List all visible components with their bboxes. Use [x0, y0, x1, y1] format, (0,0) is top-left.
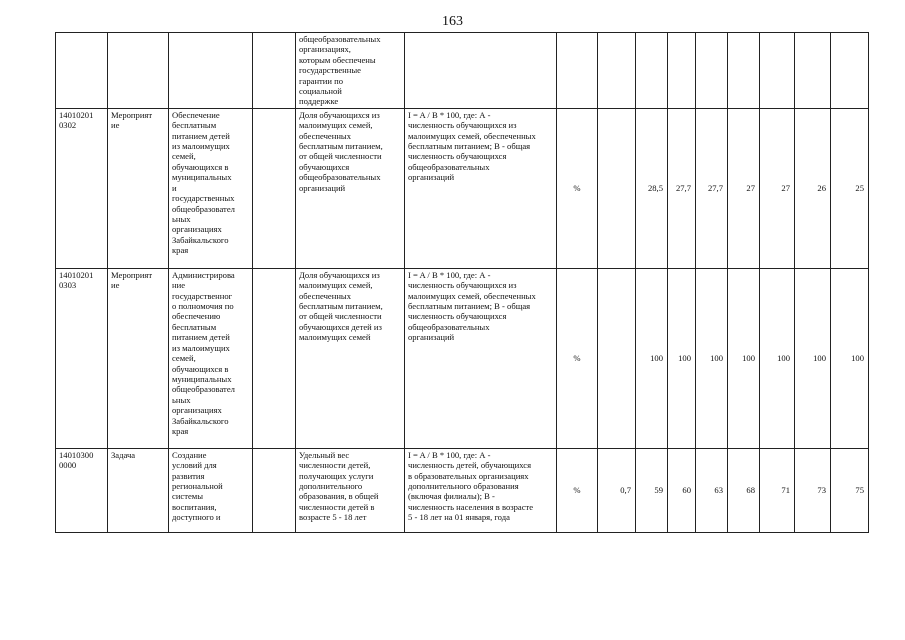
formula-cell [405, 33, 557, 109]
value-cell: 75 [831, 448, 869, 532]
base-value-cell [598, 108, 636, 268]
value-cell: 63 [696, 448, 728, 532]
type-cell: Мероприят ие [108, 108, 169, 268]
value-cell: 26 [795, 108, 831, 268]
value-cell: 100 [696, 268, 728, 448]
value-cell: 100 [760, 268, 795, 448]
value-cell: 27,7 [696, 108, 728, 268]
code-cell: 14010201 0303 [56, 268, 108, 448]
base-value-cell [598, 268, 636, 448]
indicator-cell: Доля обучающихся из малоимущих семей, обеспеченных бесплатным питанием, от общей численности обучающихся общеобразовательных организаций [296, 108, 405, 268]
name-cell: Администрирова ние государственног о полномочия по обеспечению бесплатным питанием детей из малоимущих семей, обучающихся в муниципальных общеобразовател ьных организациях Забайкальского края [169, 268, 253, 448]
value-cell [795, 33, 831, 109]
unit-cell: % [557, 268, 598, 448]
value-cell: 73 [795, 448, 831, 532]
value-cell: 68 [728, 448, 760, 532]
type-cell: Задача [108, 448, 169, 532]
blank-cell [253, 448, 296, 532]
value-cell: 100 [728, 268, 760, 448]
program-indicators-table [55, 32, 869, 533]
base-value-cell [598, 33, 636, 109]
value-cell [696, 33, 728, 109]
value-cell: 27 [728, 108, 760, 268]
value-cell [728, 33, 760, 109]
value-cell [831, 33, 869, 109]
value-cell: 100 [831, 268, 869, 448]
unit-cell: % [557, 448, 598, 532]
indicator-cell: Удельный вес численности детей, получающих услуги дополнительного образования, в общей численности детей в возрасте 5 - 18 лет [296, 448, 405, 532]
name-cell [169, 33, 253, 109]
blank-cell [253, 108, 296, 268]
indicator-cell: Доля обучающихся из малоимущих семей, обеспеченных бесплатным питанием, от общей численности обучающихся детей из малоимущих семей [296, 268, 405, 448]
blank-cell [253, 268, 296, 448]
page-number: 163 [442, 14, 463, 29]
type-cell: Мероприят ие [108, 268, 169, 448]
value-cell: 28,5 [636, 108, 668, 268]
value-cell: 27,7 [668, 108, 696, 268]
value-cell [636, 33, 668, 109]
table-row [56, 108, 869, 268]
value-cell: 100 [636, 268, 668, 448]
base-value-cell: 0,7 [598, 448, 636, 532]
name-cell: Обеспечение бесплатным питанием детей из малоимущих семей, обучающихся в муниципальных и государственных общеобразовател ьных организациях Забайкальского края [169, 108, 253, 268]
code-cell: 14010300 0000 [56, 448, 108, 532]
value-cell: 100 [668, 268, 696, 448]
unit-cell [557, 33, 598, 109]
table-row [56, 268, 869, 448]
code-cell [56, 33, 108, 109]
code-cell: 14010201 0302 [56, 108, 108, 268]
value-cell: 25 [831, 108, 869, 268]
table-row [56, 448, 869, 532]
blank-cell [253, 33, 296, 109]
unit-cell: % [557, 108, 598, 268]
formula-cell: I = A / B * 100, где: А - численность обучающихся из малоимущих семей, обеспеченных бесплатным питанием; В - общая численность обучающихся общеобразовательных организаций [405, 108, 557, 268]
indicator-cell: общеобразовательных организациях, которым обеспечены государственные гарантии по социальной поддержке [296, 33, 405, 109]
name-cell: Создание условий для развития региональной системы воспитания, доступного и [169, 448, 253, 532]
type-cell [108, 33, 169, 109]
value-cell [668, 33, 696, 109]
formula-cell: I = A / B * 100, где: А - численность обучающихся из малоимущих семей, обеспеченных бесплатным питанием; В - общая численность обучающихся общеобразовательных организаций [405, 268, 557, 448]
table-row [56, 33, 869, 109]
formula-cell: I = A / B * 100, где: А - численность детей, обучающихся в образовательных организациях дополнительного образования (включая филиалы); В - численность населения в возрасте 5 - 18 лет на 01 января, года [405, 448, 557, 532]
value-cell: 27 [760, 108, 795, 268]
value-cell: 100 [795, 268, 831, 448]
value-cell: 60 [668, 448, 696, 532]
value-cell: 71 [760, 448, 795, 532]
value-cell [760, 33, 795, 109]
value-cell: 59 [636, 448, 668, 532]
